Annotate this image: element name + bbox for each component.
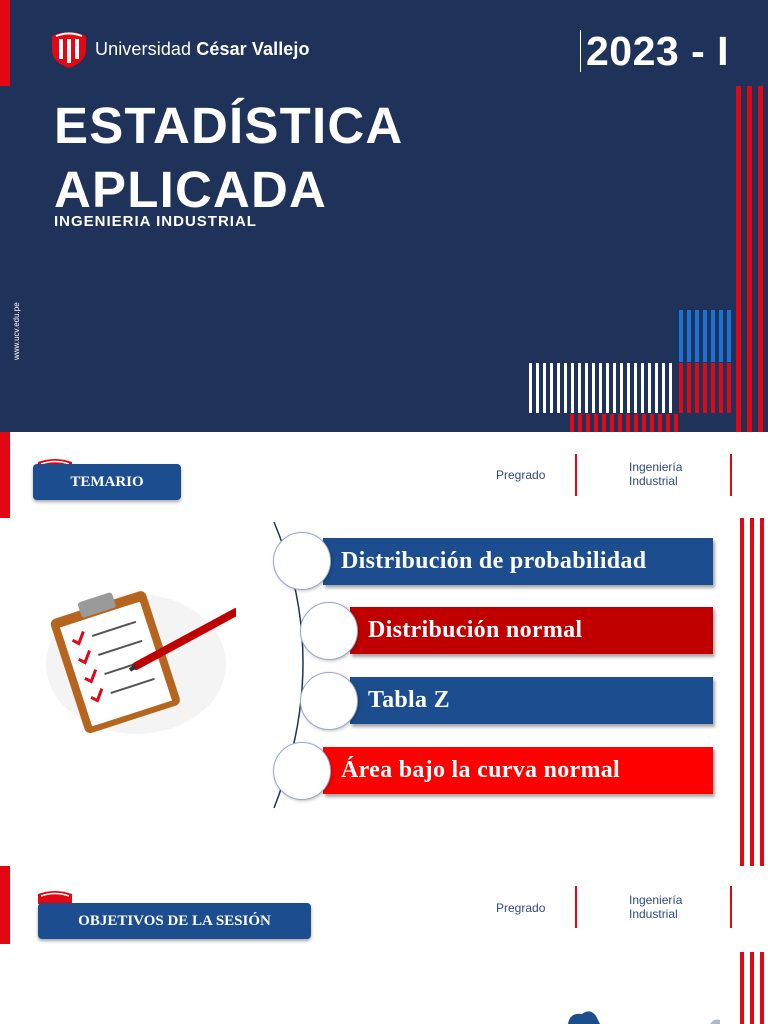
website-url: www.ucv.edu.pe <box>12 302 21 360</box>
agenda-bullet <box>300 602 358 660</box>
agenda-bullet <box>273 532 331 590</box>
header-career: Ingeniería Industrial <box>629 893 683 921</box>
agenda-item: Área bajo la curva normal <box>323 747 713 794</box>
objetivos-slide <box>0 866 768 1024</box>
course-subtitle: INGENIERIA INDUSTRIAL <box>54 213 257 230</box>
map-shape-icon <box>560 1004 730 1024</box>
section-tag-temario: TEMARIO <box>33 464 181 500</box>
checklist-clipboard-icon <box>36 584 236 734</box>
ucv-logo-icon <box>52 30 86 68</box>
header-divider <box>730 454 732 496</box>
agenda-item: Distribución de probabilidad <box>323 538 713 585</box>
header-divider <box>575 454 577 496</box>
ucv-logo-icon <box>38 890 72 904</box>
right-red-stripes <box>733 86 768 432</box>
year-divider <box>580 30 581 72</box>
right-red-stripes <box>738 952 768 1024</box>
slide-red-accent <box>0 432 10 518</box>
agenda-bullet <box>300 672 358 730</box>
course-title-line1: ESTADÍSTICA <box>54 97 404 154</box>
academic-period: 2023 - I <box>586 28 730 74</box>
header-divider <box>730 886 732 928</box>
decorative-stripes <box>526 300 768 432</box>
agenda-item: Tabla Z <box>350 677 713 724</box>
header-career: Ingeniería Industrial <box>629 460 683 488</box>
header-level: Pregrado <box>496 901 546 915</box>
temario-slide <box>0 432 768 866</box>
header-divider <box>575 886 577 928</box>
agenda-item: Distribución normal <box>350 607 713 654</box>
cover-slide <box>0 0 768 432</box>
cover-red-accent <box>0 0 10 86</box>
header-level: Pregrado <box>496 468 546 482</box>
university-logo <box>52 30 310 68</box>
agenda-bullet <box>273 742 331 800</box>
section-tag-objetivos: OBJETIVOS DE LA SESIÓN <box>38 903 311 939</box>
university-name: Universidad César Vallejo <box>95 38 310 59</box>
course-title-line2: APLICADA <box>54 161 328 218</box>
right-red-stripes <box>738 518 768 866</box>
slide-red-accent <box>0 866 10 944</box>
